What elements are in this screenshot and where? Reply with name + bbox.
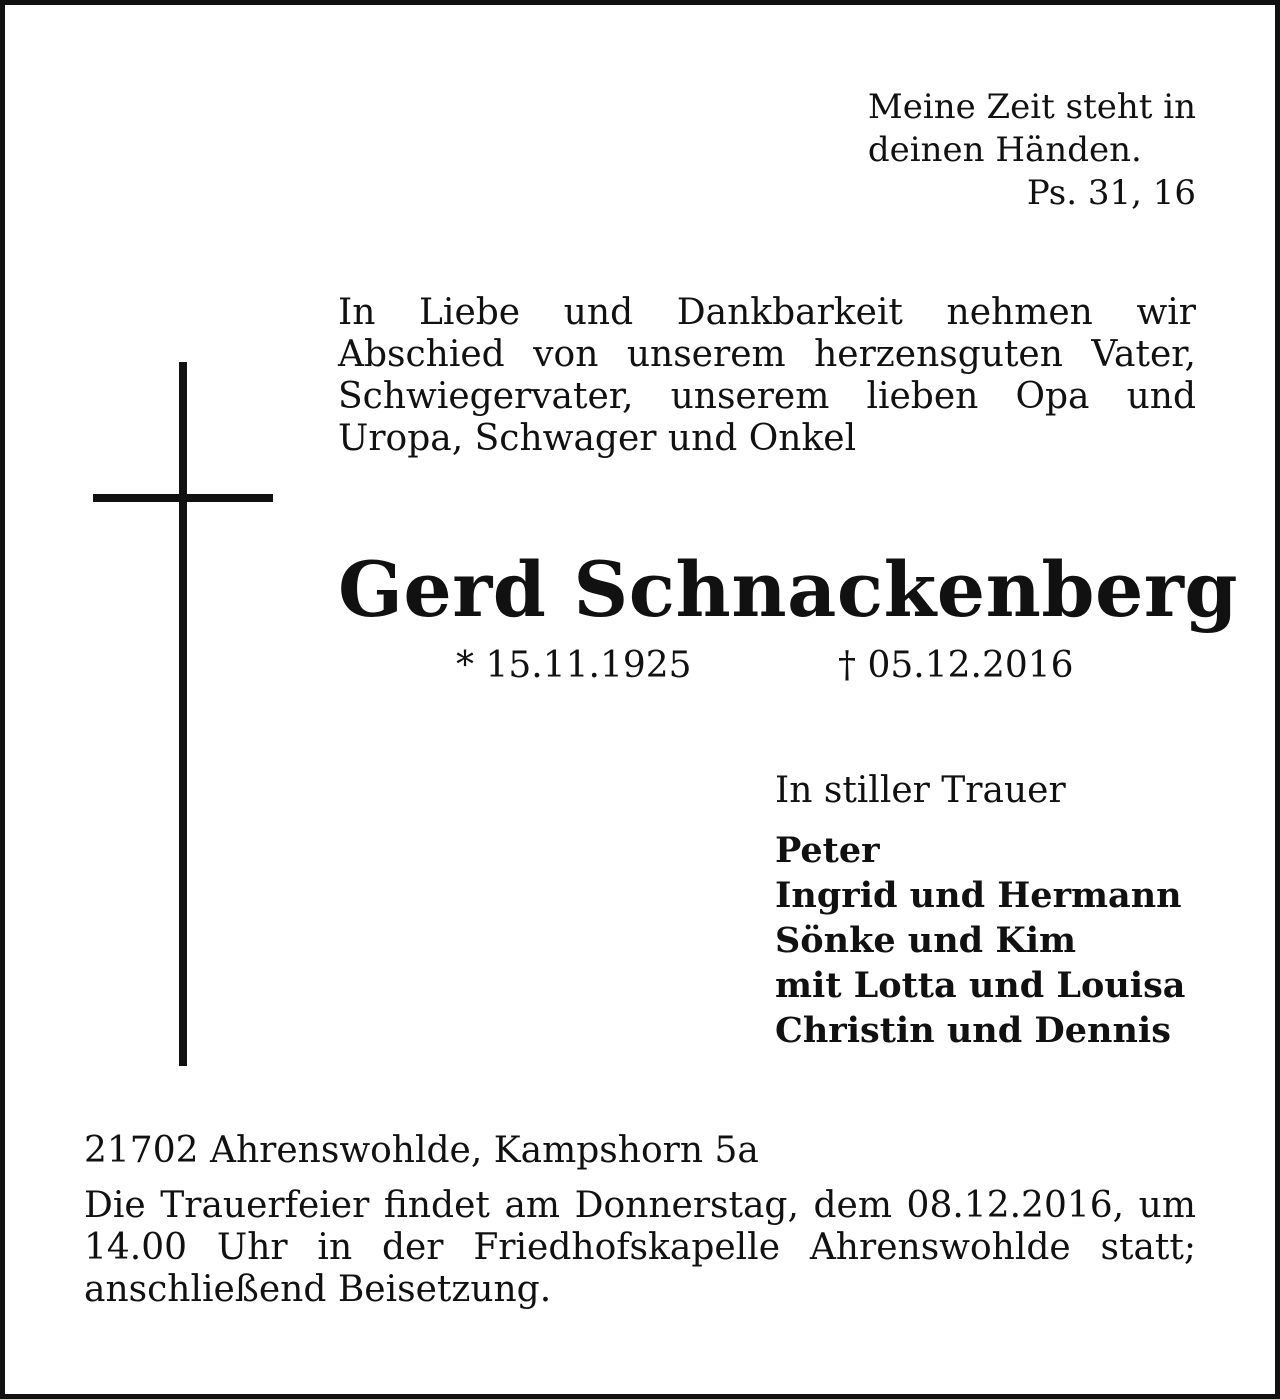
bible-verse — [868, 86, 1196, 215]
mourner-name: Sönke und Kim — [775, 920, 1077, 961]
birth-date: * 15.11.1925 — [456, 645, 692, 686]
deceased-name: Gerd Schnackenberg — [338, 545, 1239, 634]
cross-icon-vertical-bar — [179, 362, 187, 1066]
intro-text: In Liebe und Dankbarkeit nehmen wir Abschied von unserem herzensguten Vater, Schwiegervater, unserem lieben Opa und Uropa, Schwager und Onkel — [338, 292, 1196, 459]
address: 21702 Ahrenswohlde, Kampshorn 5a — [84, 1130, 759, 1171]
funeral-service-info: Die Trauerfeier findet am Donnerstag, dem 08.12.2016, um 14.00 Uhr in der Friedhofskapelle Ahrenswohlde statt; anschließend Beisetzung. — [84, 1185, 1196, 1310]
cross-icon-horizontal-bar — [93, 494, 273, 502]
verse-line-1: Meine Zeit steht in — [867, 87, 1196, 127]
mourners-list — [775, 828, 1185, 1053]
mourner-name: Peter — [775, 830, 880, 871]
verse-reference: Ps. 31, 16 — [1026, 173, 1196, 213]
mourner-name: Christin und Dennis — [775, 1010, 1171, 1051]
mourning-heading: In stiller Trauer — [775, 770, 1066, 811]
verse-line-2: deinen Händen. — [867, 130, 1142, 170]
death-date: † 05.12.2016 — [838, 645, 1074, 686]
mourner-name: Ingrid und Hermann — [775, 875, 1182, 916]
mourner-name: mit Lotta und Louisa — [775, 965, 1186, 1006]
